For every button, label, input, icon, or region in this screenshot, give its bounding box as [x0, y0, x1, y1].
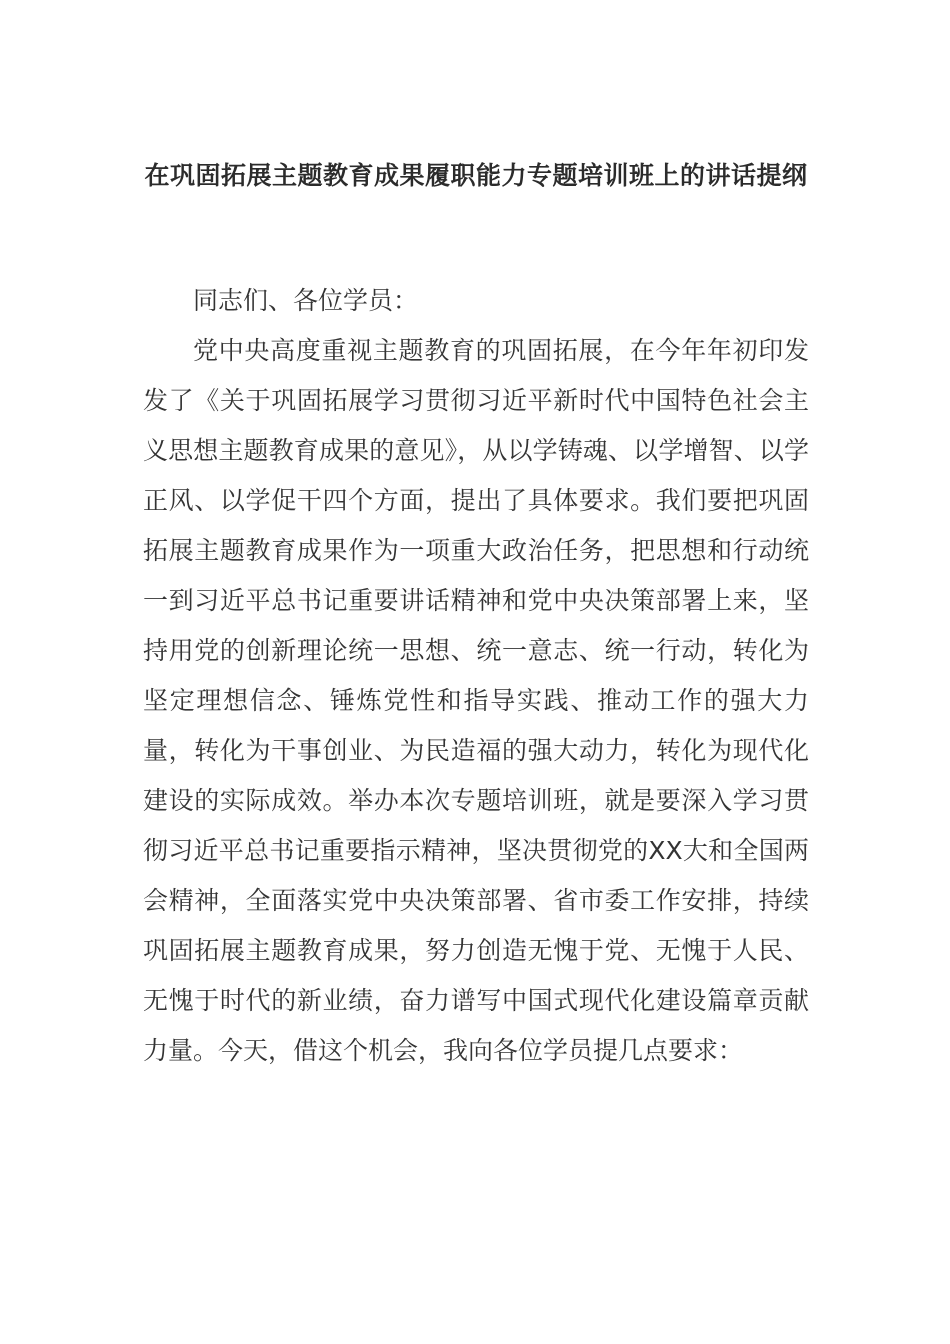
body-paragraph: 党中央高度重视主题教育的巩固拓展，在今年年初印发发了《关于巩固拓展学习贯彻习近平新时代中国特色社会主义思想主题教育成果的意见》，从以学铸魂、以学增智、以学正风、以学促干四个方面，提出了具体要求。我们要把巩固拓展主题教育成果作为一项重大政治任务，把思想和行动统一到习近平总书记重要讲话精神和党中央决策部署上来，坚持用党的创新理论统一思想、统一意志、统一行动，转化为坚定理想信念、锤炼党性和指导实践、推动工作的强大力量，转化为干事创业、为民造福的强大动力，转化为现代化建设的实际成效。举办本次专题培训班，就是要深入学习贯彻习近平总书记重要指示精神，坚决贯彻党的XX大和全国两会精神，全面落实党中央决策部署、省市委工作安排，持续巩固拓展主题教育成果，努力创造无愧于党、无愧于人民、无愧于时代的新业绩，奋力谱写中国式现代化建设篇章贡献力量。今天，借这个机会，我向各位学员提几点要求：	[143, 336, 809, 1065]
salutation-paragraph: 同志们、各位学员：	[193, 286, 419, 315]
document-title: 在巩固拓展主题教育成果履职能力专题培训班上的讲话提纲	[144, 161, 808, 190]
document-body	[143, 276, 809, 1076]
